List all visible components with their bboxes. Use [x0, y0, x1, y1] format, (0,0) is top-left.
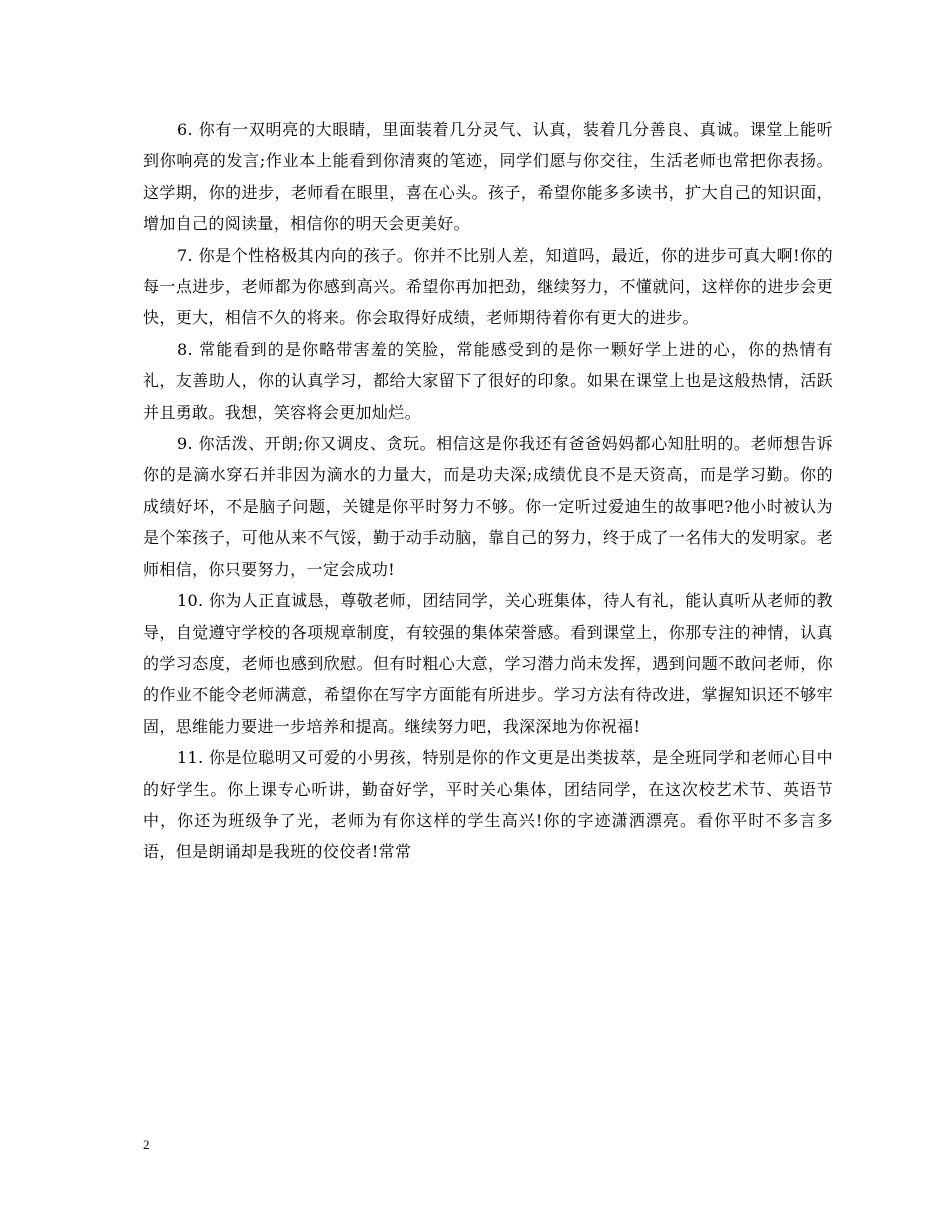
document-body	[143, 114, 833, 868]
paragraph-6: 6. 你有一双明亮的大眼睛，里面装着几分灵气、认真，装着几分善良、真诚。课堂上能听到你响亮的发言;作业本上能看到你清爽的笔迹，同学们愿与你交往，生活老师也常把你表扬。这学期，你的进步，老师看在眼里，喜在心头。孩子，希望你能多多读书，扩大自己的知识面，增加自己的阅读量，相信你的明天会更美好。	[143, 120, 833, 234]
paragraph-8: 8. 常能看到的是你略带害羞的笑脸，常能感受到的是你一颗好学上进的心，你的热情有礼，友善助人，你的认真学习，都给大家留下了很好的印象。如果在课堂上也是这般热情，活跃并且勇敢。我想，笑容将会更加灿烂。	[143, 339, 833, 422]
paragraph-9: 9. 你活泼、开朗;你又调皮、贪玩。相信这是你我还有爸爸妈妈都心知肚明的。老师想告诉你的是滴水穿石并非因为滴水的力量大，而是功夫深;成绩优良不是天资高，而是学习勤。你的成绩好坏，不是脑子问题，关键是你平时努力不够。你一定听过爱迪生的故事吧?他小时被认为是个笨孩子，可他从来不气馁，勤于动手动脑，靠自己的努力，终于成了一名伟大的发明家。老师相信，你只要努力，一定会成功!	[143, 434, 833, 579]
paragraph-10: 10. 你为人正直诚恳，尊敬老师，团结同学，关心班集体，待人有礼，能认真听从老师的教导，自觉遵守学校的各项规章制度，有较强的集体荣誉感。看到课堂上，你那专注的神情，认真的学习态度，老师也感到欣慰。但有时粗心大意，学习潜力尚未发挥，遇到问题不敢问老师，你的作业不能令老师满意，希望你在写字方面能有所进步。学习方法有待改进，掌握知识还不够牢固，思维能力要进一步培养和提高。继续努力吧，我深深地为你祝福!	[143, 591, 833, 736]
paragraph-7: 7. 你是个性格极其内向的孩子。你并不比别人差，知道吗，最近，你的进步可真大啊!你的每一点进步，老师都为你感到高兴。希望你再加把劲，继续努力，不懂就问，这样你的进步会更快，更大，相信不久的将来。你会取得好成绩，老师期待着你有更大的进步。	[143, 245, 833, 328]
paragraph-11: 11. 你是位聪明又可爱的小男孩，特别是你的作文更是出类拔萃，是全班同学和老师心目中的好学生。你上课专心听讲，勤奋好学，平时关心集体，团结同学，在这次校艺术节、英语节中，你还为班级争了光，老师为有你这样的学生高兴!你的字迹潇洒漂亮。看你平时不多言多语，但是朗诵却是我班的佼佼者!常常	[143, 748, 833, 862]
page-number: 2	[143, 1137, 150, 1152]
